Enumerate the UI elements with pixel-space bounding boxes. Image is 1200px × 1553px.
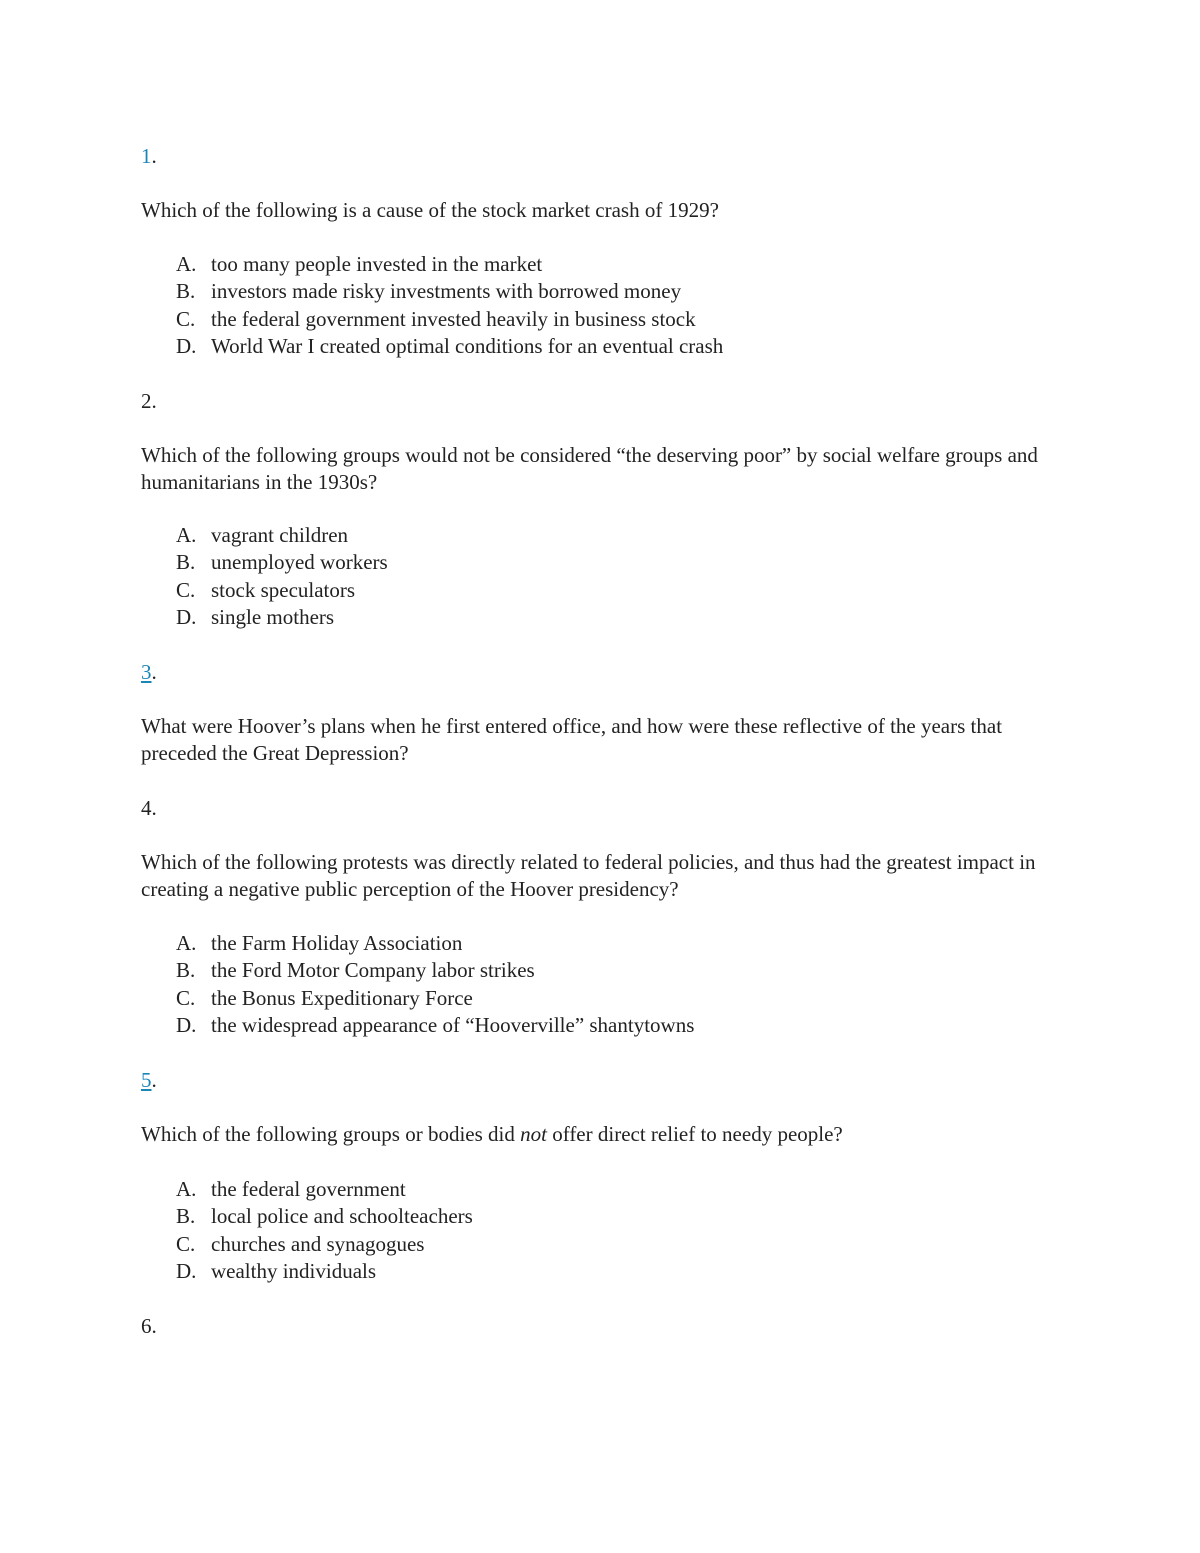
question-number-1[interactable]: 1. [141, 144, 157, 168]
question-text-5: Which of the following groups or bodies did not offer direct relief to needy people? [141, 1122, 843, 1146]
option-2-d: D. single mothers [176, 604, 335, 629]
option-5-d: D. wealthy individuals [176, 1258, 377, 1283]
option-5-a: A. the federal government [176, 1177, 406, 1201]
option-2-a: A. vagrant children [176, 523, 349, 547]
question-text-4: Which of the following protests was directly related to federal policies, and thus had the greatest impact in creating a negative public perception of the Hoover presidency? [141, 850, 1036, 901]
option-1-a: A. too many people invested in the market [176, 252, 543, 276]
options-list-1 [176, 251, 723, 360]
option-2-b: B. unemployed workers [176, 550, 388, 575]
options-list-2 [176, 522, 388, 631]
option-1-c: C. the federal government invested heavily in business stock [176, 306, 696, 331]
options-list-5 [176, 1176, 473, 1285]
question-number-1-link[interactable]: 1 [141, 144, 152, 168]
option-4-b: B. the Ford Motor Company labor strikes [176, 958, 535, 983]
option-5-c: C. churches and synagogues [176, 1231, 425, 1256]
question-number-2: 2. [141, 389, 157, 413]
option-4-a: A. the Farm Holiday Association [176, 931, 463, 955]
question-number-4: 4. [141, 796, 157, 820]
option-5-b: B. local police and schoolteachers [176, 1204, 473, 1229]
option-2-c: C. stock speculators [176, 577, 356, 602]
option-1-d: D. World War I created optimal conditions for an eventual crash [176, 333, 724, 358]
question-text-2: Which of the following groups would not be considered “the deserving poor” by social welfare groups and humanitarians in the 1930s? [141, 443, 1038, 494]
question-number-3[interactable]: 3. [141, 660, 157, 684]
question-number-5-link[interactable]: 5 [141, 1068, 152, 1092]
question-number-6: 6. [141, 1314, 157, 1338]
emphasis-not: not [520, 1122, 547, 1146]
options-list-4 [176, 930, 694, 1039]
option-4-d: D. the widespread appearance of “Hooverville” shantytowns [176, 1012, 695, 1037]
question-text-3: What were Hoover’s plans when he first entered office, and how were these reflective of the years that preceded the Great Depression? [141, 714, 1003, 765]
question-text-1: Which of the following is a cause of the stock market crash of 1929? [141, 198, 719, 222]
option-1-b: B. investors made risky investments with borrowed money [176, 279, 682, 304]
option-4-c: C. the Bonus Expeditionary Force [176, 985, 473, 1010]
question-number-5[interactable]: 5. [141, 1068, 157, 1092]
question-number-3-link[interactable]: 3 [141, 660, 152, 684]
